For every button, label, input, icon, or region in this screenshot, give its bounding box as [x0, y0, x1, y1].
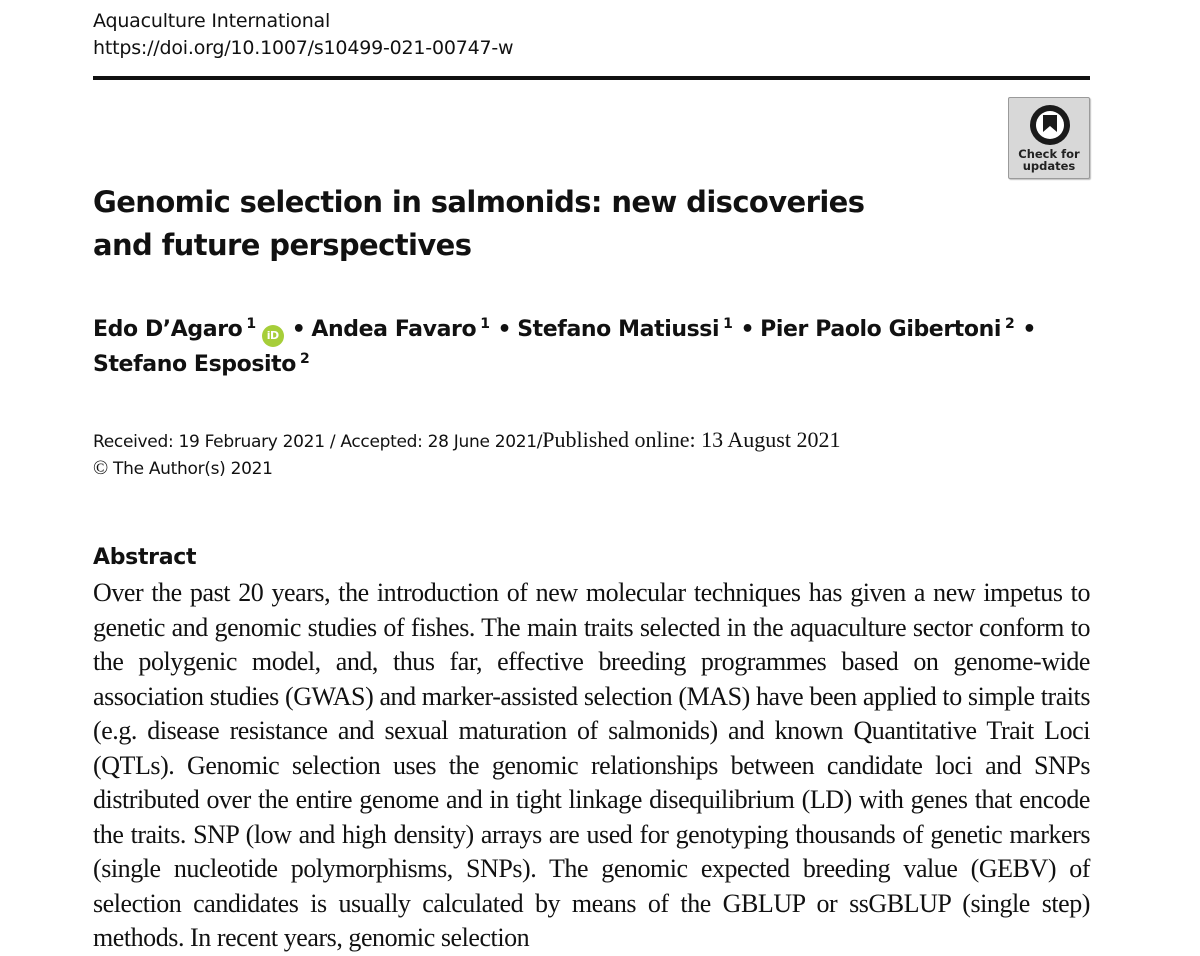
- affiliation-marker: 2: [300, 351, 310, 367]
- check-for-updates-label: Check for updates: [1018, 147, 1080, 173]
- published-online-date: Published online: 13 August 2021: [542, 427, 841, 452]
- crossmark-icon: [1027, 102, 1073, 148]
- received-accepted-dates: Received: 19 February 2021 / Accepted: 28 June 2021/: [93, 432, 543, 452]
- affiliation-marker: 2: [1005, 316, 1015, 332]
- author-name[interactable]: Stefano Esposito: [93, 352, 296, 377]
- author-separator: •: [497, 317, 512, 342]
- publication-dates: [93, 427, 840, 482]
- article-title: [93, 181, 864, 267]
- journal-header: [93, 8, 513, 62]
- abstract-text: Over the past 20 years, the introduction of new molecular techniques has given a new impetus to genetic and genomic studies of fishes. The main traits selected in the aquaculture sector conform to the polygenic model, and, thus far, effective breeding programmes based on genome-wide association studies (GWAS) and marker-assisted selection (MAS) have been applied to simple traits (e.g. disease resistance and sexual maturation of salmonids) and known Quantitative Trait Loci (QTLs). Genomic selection uses the genomic relationships between candidate loci and SNPs distributed over the entire genome and in tight linkage disequilibrium (LD) with genes that encode the traits. SNP (low and high density) arrays are used for genotyping thousands of genetic markers (single nucleotide polymorphisms, SNPs). The genomic expected breeding value (GEBV) of selection candidates is usually calculated by means of the GBLUP or ssGBLUP (single step) methods. In recent years, genomic selection: [93, 578, 1090, 952]
- title-line-2: and future perspectives: [93, 228, 472, 262]
- title-line-1: Genomic selection in salmonids: new discoveries: [93, 185, 865, 219]
- check-for-updates-badge[interactable]: [1008, 97, 1090, 179]
- author-separator: •: [740, 317, 755, 342]
- doi-link[interactable]: https://doi.org/10.1007/s10499-021-00747-w: [93, 37, 514, 59]
- journal-name: Aquaculture International: [93, 10, 331, 32]
- abstract-heading: Abstract: [93, 545, 197, 570]
- header-rule: [93, 76, 1090, 80]
- affiliation-marker: 1: [480, 316, 490, 332]
- author-name[interactable]: Andea Favaro: [311, 317, 477, 342]
- copyright-icon: ©: [93, 457, 108, 479]
- affiliation-marker: 1: [723, 316, 733, 332]
- orcid-icon[interactable]: iD: [262, 325, 284, 347]
- author-separator: •: [1022, 317, 1037, 342]
- copyright-text: The Author(s) 2021: [113, 459, 273, 479]
- author-separator: •: [291, 317, 306, 342]
- affiliation-marker: 1: [246, 316, 256, 332]
- author-name[interactable]: Stefano Matiussi: [517, 317, 720, 342]
- author-name[interactable]: Edo D’Agaro: [93, 317, 243, 342]
- author-list: [93, 312, 1093, 382]
- author-name[interactable]: Pier Paolo Gibertoni: [760, 317, 1002, 342]
